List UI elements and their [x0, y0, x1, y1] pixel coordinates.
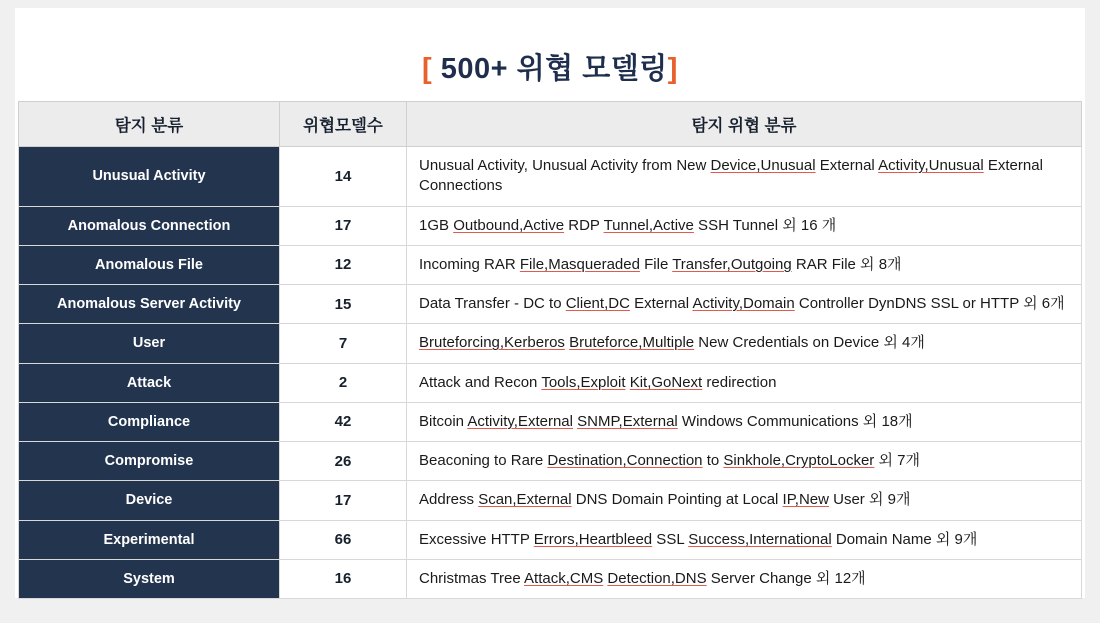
cell-count: 17 [280, 481, 407, 520]
column-header-description: 탐지 위협 분류 [407, 102, 1082, 147]
slide-canvas [15, 8, 1085, 598]
table-row [19, 402, 1082, 441]
cell-count: 14 [280, 147, 407, 207]
title-bracket-open: [ [422, 53, 433, 85]
cell-description: Christmas Tree Attack,CMS Detection,DNS Server Change 외 12개 [407, 559, 1082, 598]
cell-category: Experimental [19, 520, 280, 559]
title-bracket-close: ] [667, 53, 678, 85]
cell-description: Beaconing to Rare Destination,Connection to Sinkhole,CryptoLocker 외 7개 [407, 442, 1082, 481]
table-header [19, 102, 1082, 147]
cell-category: Compromise [19, 442, 280, 481]
table-row [19, 245, 1082, 284]
table-row [19, 206, 1082, 245]
table-row [19, 481, 1082, 520]
cell-count: 16 [280, 559, 407, 598]
column-header-category: 탐지 분류 [19, 102, 280, 147]
table-header-row [19, 102, 1082, 147]
cell-count: 2 [280, 363, 407, 402]
page-title [422, 46, 678, 87]
table-body [19, 147, 1082, 599]
table-row [19, 559, 1082, 598]
cell-description: Unusual Activity, Unusual Activity from New Device,Unusual External Activity,Unusual External Connections [407, 147, 1082, 207]
cell-count: 66 [280, 520, 407, 559]
title-text: 500+ 위협 모델링 [432, 53, 668, 85]
cell-category: User [19, 324, 280, 363]
table-row [19, 363, 1082, 402]
cell-count: 26 [280, 442, 407, 481]
table-row [19, 285, 1082, 324]
column-header-count: 위협모델수 [280, 102, 407, 147]
cell-description: Excessive HTTP Errors,Heartbleed SSL Success,International Domain Name 외 9개 [407, 520, 1082, 559]
cell-category: Unusual Activity [19, 147, 280, 207]
cell-description: Address Scan,External DNS Domain Pointing at Local IP,New User 외 9개 [407, 481, 1082, 520]
threat-model-table [18, 101, 1082, 599]
cell-category: Compliance [19, 402, 280, 441]
slide-title-container [15, 8, 1085, 101]
cell-count: 12 [280, 245, 407, 284]
cell-count: 7 [280, 324, 407, 363]
table-row [19, 147, 1082, 207]
cell-category: Anomalous Server Activity [19, 285, 280, 324]
cell-description: Bruteforcing,Kerberos Bruteforce,Multiple New Credentials on Device 외 4개 [407, 324, 1082, 363]
table-row [19, 520, 1082, 559]
cell-category: System [19, 559, 280, 598]
cell-description: Incoming RAR File,Masqueraded File Transfer,Outgoing RAR File 외 8개 [407, 245, 1082, 284]
cell-count: 42 [280, 402, 407, 441]
cell-category: Device [19, 481, 280, 520]
cell-count: 15 [280, 285, 407, 324]
cell-description: Data Transfer - DC to Client,DC External Activity,Domain Controller DynDNS SSL or HTTP 외 6개 [407, 285, 1082, 324]
cell-category: Anomalous File [19, 245, 280, 284]
cell-count: 17 [280, 206, 407, 245]
cell-category: Anomalous Connection [19, 206, 280, 245]
cell-description: 1GB Outbound,Active RDP Tunnel,Active SSH Tunnel 외 16 개 [407, 206, 1082, 245]
cell-description: Bitcoin Activity,External SNMP,External Windows Communications 외 18개 [407, 402, 1082, 441]
table-row [19, 442, 1082, 481]
table-row [19, 324, 1082, 363]
cell-category: Attack [19, 363, 280, 402]
cell-description: Attack and Recon Tools,Exploit Kit,GoNext redirection [407, 363, 1082, 402]
